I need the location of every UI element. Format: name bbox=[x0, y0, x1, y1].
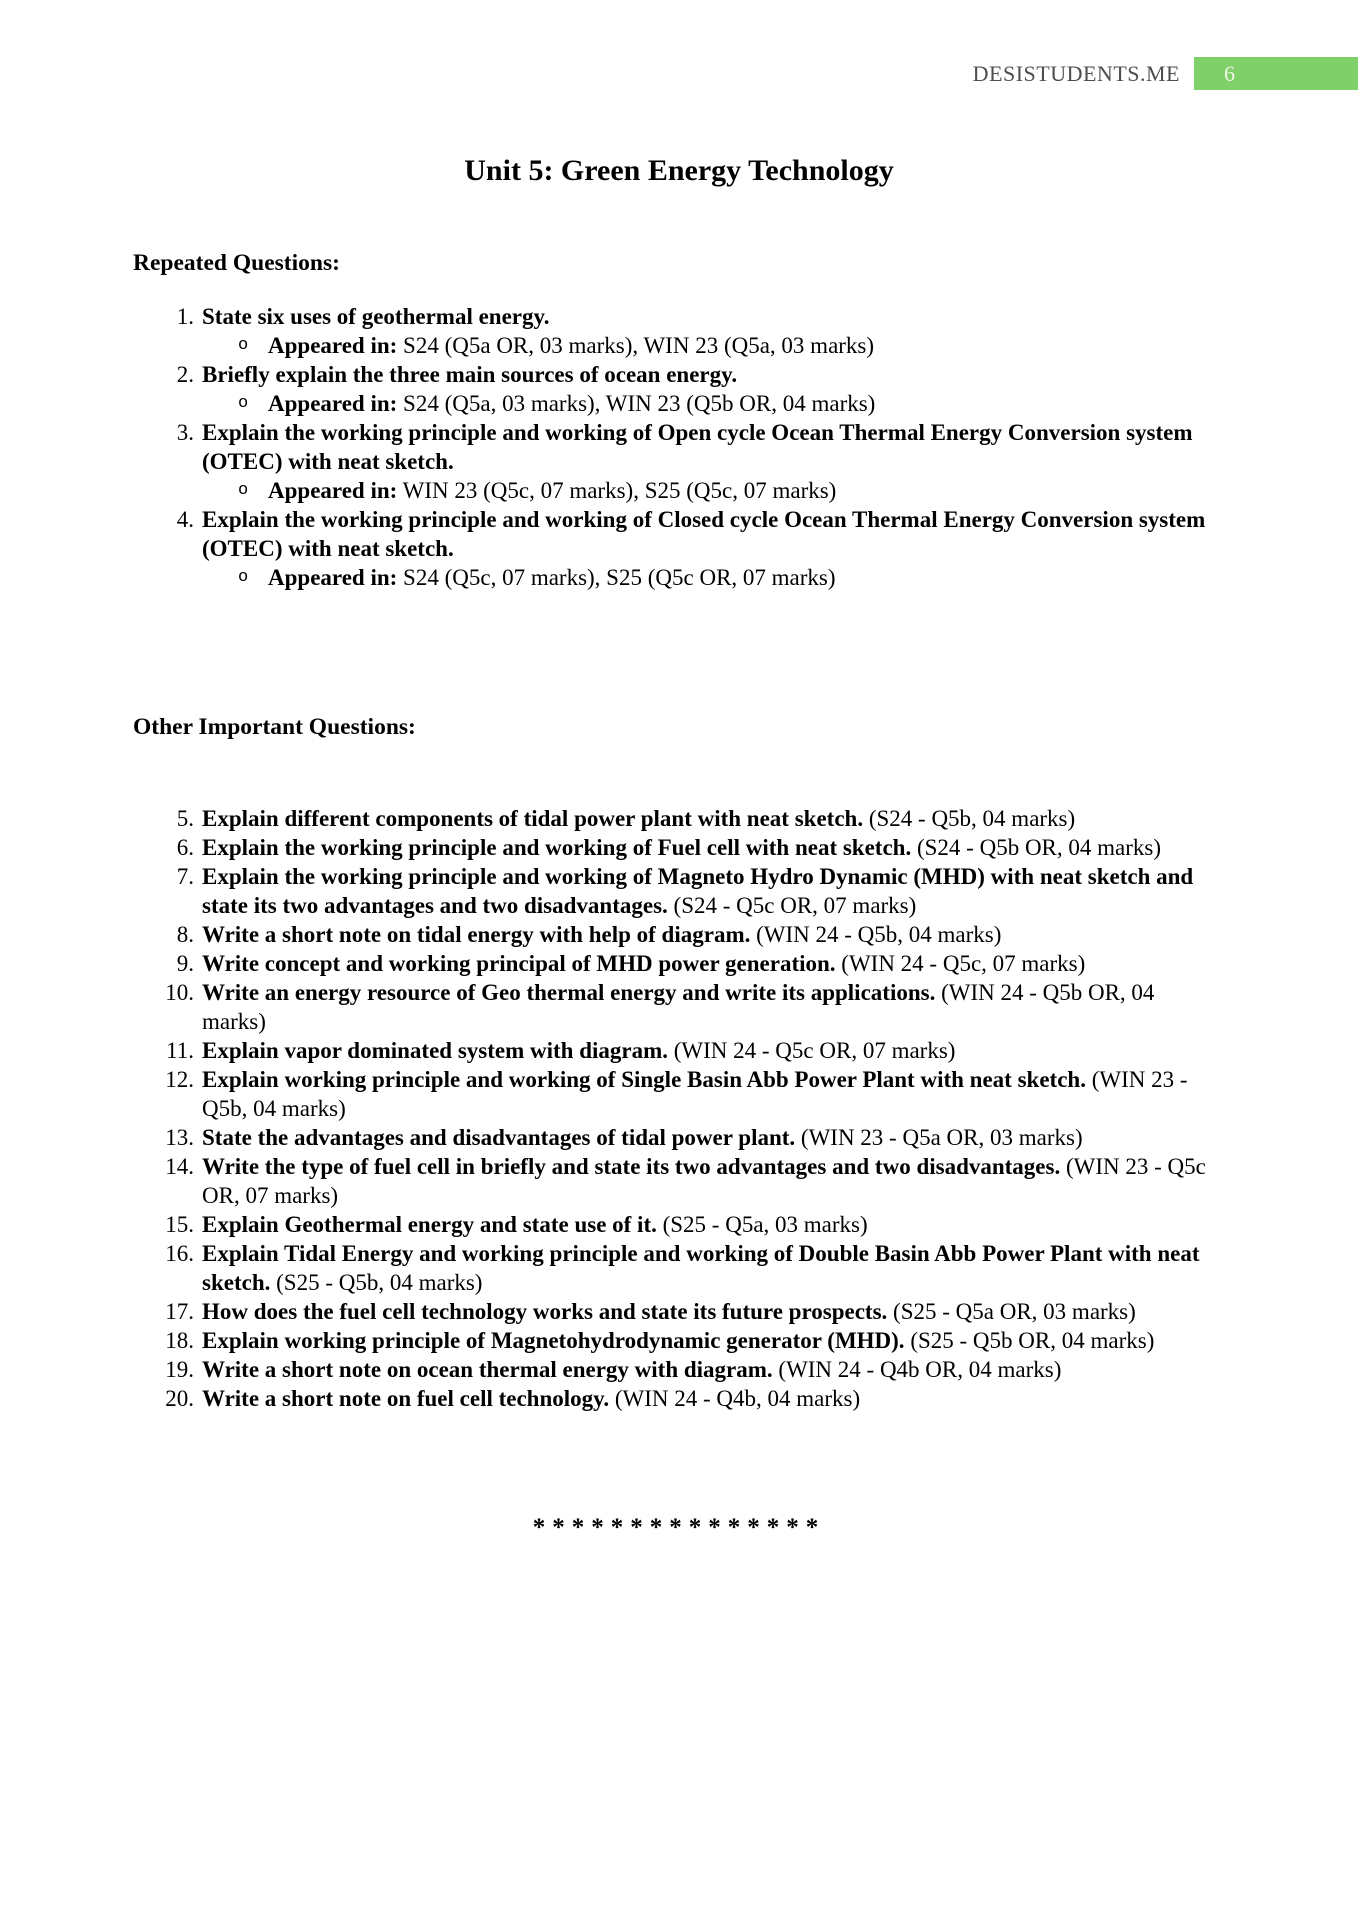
question-marks: (S25 - Q5b, 04 marks) bbox=[276, 1270, 483, 1295]
question-item bbox=[133, 862, 1225, 920]
question-number: 10. bbox=[165, 980, 194, 1005]
appeared-in-label: Appeared in: bbox=[268, 478, 398, 503]
question-number: 9. bbox=[176, 951, 194, 976]
other-important-questions-list bbox=[133, 804, 1225, 1413]
end-of-unit-separator: *************** bbox=[532, 1514, 826, 1541]
page-header bbox=[973, 57, 1358, 90]
question-marks: (S24 - Q5b OR, 04 marks) bbox=[916, 835, 1162, 860]
question-marks: (WIN 23 - Q5c OR, 07 marks) bbox=[202, 1154, 1206, 1208]
question-body bbox=[202, 862, 1212, 920]
question-body bbox=[202, 1123, 1212, 1152]
question-marks: (WIN 24 - Q5b OR, 04 marks) bbox=[202, 980, 1155, 1034]
question-item bbox=[133, 1384, 1225, 1413]
question-marks: (WIN 24 - Q5c OR, 07 marks) bbox=[673, 1038, 956, 1063]
question-item bbox=[133, 1297, 1225, 1326]
appeared-in-label: Appeared in: bbox=[268, 565, 398, 590]
question-text: Explain vapor dominated system with diagram. bbox=[202, 1038, 669, 1063]
question-number: 2. bbox=[176, 362, 194, 387]
question-number: 7. bbox=[176, 864, 194, 889]
question-number: 8. bbox=[176, 922, 194, 947]
question-text: Write concept and working principal of MHD power generation. bbox=[202, 951, 836, 976]
question-text: Explain Geothermal energy and state use of it. bbox=[202, 1212, 657, 1237]
question-item bbox=[133, 1210, 1225, 1239]
question-text: Explain different components of tidal power plant with neat sketch. bbox=[202, 806, 864, 831]
question-text: Explain working principle of Magnetohydrodynamic generator (MHD). bbox=[202, 1328, 905, 1353]
question-item bbox=[133, 833, 1225, 862]
question-body bbox=[202, 833, 1212, 862]
question-item bbox=[133, 1036, 1225, 1065]
appeared-in-row bbox=[202, 389, 1212, 418]
question-text: Explain the working principle and working of Magneto Hydro Dynamic (MHD) with neat sketch and state its two advantages and two disadvantages. bbox=[202, 864, 1194, 918]
question-text: Explain the working principle and working of Closed cycle Ocean Thermal Energy Conversion system (OTEC) with neat sketch. bbox=[202, 507, 1206, 561]
question-item bbox=[133, 949, 1225, 978]
page-number-badge bbox=[1194, 57, 1358, 90]
question-body bbox=[202, 1326, 1212, 1355]
question-marks: (WIN 24 - Q5c, 07 marks) bbox=[841, 951, 1086, 976]
question-body bbox=[202, 920, 1212, 949]
section-heading-other-important-questions: Other Important Questions: bbox=[133, 714, 416, 740]
question-body bbox=[202, 978, 1212, 1036]
question-text: Explain the working principle and working of Fuel cell with neat sketch. bbox=[202, 835, 912, 860]
question-marks: (WIN 24 - Q4b OR, 04 marks) bbox=[778, 1357, 1062, 1382]
question-body bbox=[202, 302, 1212, 360]
question-number: 5. bbox=[176, 806, 194, 831]
question-body bbox=[202, 804, 1212, 833]
question-body bbox=[202, 1036, 1212, 1065]
question-text: Write a short note on ocean thermal energy with diagram. bbox=[202, 1357, 773, 1382]
question-number: 18. bbox=[165, 1328, 194, 1353]
question-number: 11. bbox=[166, 1038, 194, 1063]
question-item bbox=[133, 1355, 1225, 1384]
sub-bullet-marker: o bbox=[238, 481, 249, 500]
question-item bbox=[133, 360, 1225, 418]
question-item bbox=[133, 1326, 1225, 1355]
question-number: 6. bbox=[176, 835, 194, 860]
question-number: 19. bbox=[165, 1357, 194, 1382]
question-marks: (S25 - Q5a, 03 marks) bbox=[662, 1212, 868, 1237]
question-text: State the advantages and disadvantages of tidal power plant. bbox=[202, 1125, 796, 1150]
appeared-in-text: Appeared in: WIN 23 (Q5c, 07 marks), S25 (Q5c, 07 marks) bbox=[268, 478, 837, 503]
document-content bbox=[0, 152, 1358, 1542]
appeared-in-text: Appeared in: S24 (Q5c, 07 marks), S25 (Q5c OR, 07 marks) bbox=[268, 565, 836, 590]
question-body bbox=[202, 1065, 1212, 1123]
repeated-questions-list bbox=[133, 302, 1225, 592]
question-marks: (WIN 23 - Q5b, 04 marks) bbox=[202, 1067, 1188, 1121]
question-number: 15. bbox=[165, 1212, 194, 1237]
section-heading-repeated-questions: Repeated Questions: bbox=[133, 250, 340, 276]
question-marks: (WIN 24 - Q5b, 04 marks) bbox=[756, 922, 1002, 947]
question-body bbox=[202, 949, 1212, 978]
question-marks: (S24 - Q5b, 04 marks) bbox=[868, 806, 1076, 831]
question-number: 1. bbox=[176, 304, 194, 329]
question-number: 20. bbox=[165, 1386, 194, 1411]
site-name: DESISTUDENTS.ME bbox=[972, 61, 1180, 86]
question-text: How does the fuel cell technology works and state its future prospects. bbox=[202, 1299, 888, 1324]
question-marks: (S25 - Q5a OR, 03 marks) bbox=[893, 1299, 1136, 1324]
question-item bbox=[133, 505, 1225, 592]
question-number: 4. bbox=[176, 507, 194, 532]
question-body bbox=[202, 418, 1212, 505]
question-text: Write a short note on tidal energy with help of diagram. bbox=[202, 922, 751, 947]
question-text: Write the type of fuel cell in briefly and state its two advantages and two disadvantages. bbox=[202, 1154, 1061, 1179]
question-number: 13. bbox=[165, 1125, 194, 1150]
sub-bullet-marker: o bbox=[238, 336, 249, 355]
question-item bbox=[133, 1123, 1225, 1152]
appeared-in-label: Appeared in: bbox=[268, 333, 398, 358]
appeared-in-row bbox=[202, 476, 1212, 505]
question-item bbox=[133, 1239, 1225, 1297]
question-marks: (S25 - Q5b OR, 04 marks) bbox=[910, 1328, 1155, 1353]
page-number: 6 bbox=[1224, 60, 1235, 86]
question-text: State six uses of geothermal energy. bbox=[202, 304, 550, 329]
question-number: 3. bbox=[176, 420, 194, 445]
question-body bbox=[202, 1210, 1212, 1239]
question-item bbox=[133, 978, 1225, 1036]
sub-bullet-marker: o bbox=[238, 568, 249, 587]
question-number: 17. bbox=[165, 1299, 194, 1324]
question-body bbox=[202, 1239, 1212, 1297]
question-text: Explain Tidal Energy and working principle and working of Double Basin Abb Power Plant with neat sketch. bbox=[202, 1241, 1200, 1295]
question-item bbox=[133, 418, 1225, 505]
question-body bbox=[202, 1384, 1212, 1413]
question-number: 16. bbox=[165, 1241, 194, 1266]
question-body bbox=[202, 1297, 1212, 1326]
question-body bbox=[202, 1152, 1212, 1210]
question-item bbox=[133, 920, 1225, 949]
question-number: 14. bbox=[165, 1154, 194, 1179]
question-text: Briefly explain the three main sources of ocean energy. bbox=[202, 362, 738, 387]
question-body bbox=[202, 1355, 1212, 1384]
question-marks: (WIN 23 - Q5a OR, 03 marks) bbox=[800, 1125, 1083, 1150]
question-number: 12. bbox=[165, 1067, 194, 1092]
question-text: Write a short note on fuel cell technology. bbox=[202, 1386, 610, 1411]
appeared-in-row bbox=[202, 563, 1212, 592]
question-body bbox=[202, 505, 1212, 592]
question-item bbox=[133, 302, 1225, 360]
appeared-in-text: Appeared in: S24 (Q5a OR, 03 marks), WIN 23 (Q5a, 03 marks) bbox=[268, 333, 875, 358]
appeared-in-label: Appeared in: bbox=[268, 391, 398, 416]
question-text: Write an energy resource of Geo thermal energy and write its applications. bbox=[202, 980, 936, 1005]
question-marks: (S24 - Q5c OR, 07 marks) bbox=[673, 893, 917, 918]
appeared-in-row bbox=[202, 331, 1212, 360]
question-item bbox=[133, 1065, 1225, 1123]
question-item bbox=[133, 1152, 1225, 1210]
appeared-in-text: Appeared in: S24 (Q5a, 03 marks), WIN 23 (Q5b OR, 04 marks) bbox=[268, 391, 876, 416]
sub-bullet-marker: o bbox=[238, 394, 249, 413]
question-text: Explain the working principle and working of Open cycle Ocean Thermal Energy Conversion system (OTEC) with neat sketch. bbox=[202, 420, 1193, 474]
page-title: Unit 5: Green Energy Technology bbox=[464, 154, 894, 187]
question-text: Explain working principle and working of Single Basin Abb Power Plant with neat sketch. bbox=[202, 1067, 1086, 1092]
question-item bbox=[133, 804, 1225, 833]
question-body bbox=[202, 360, 1212, 418]
question-marks: (WIN 24 - Q4b, 04 marks) bbox=[614, 1386, 861, 1411]
